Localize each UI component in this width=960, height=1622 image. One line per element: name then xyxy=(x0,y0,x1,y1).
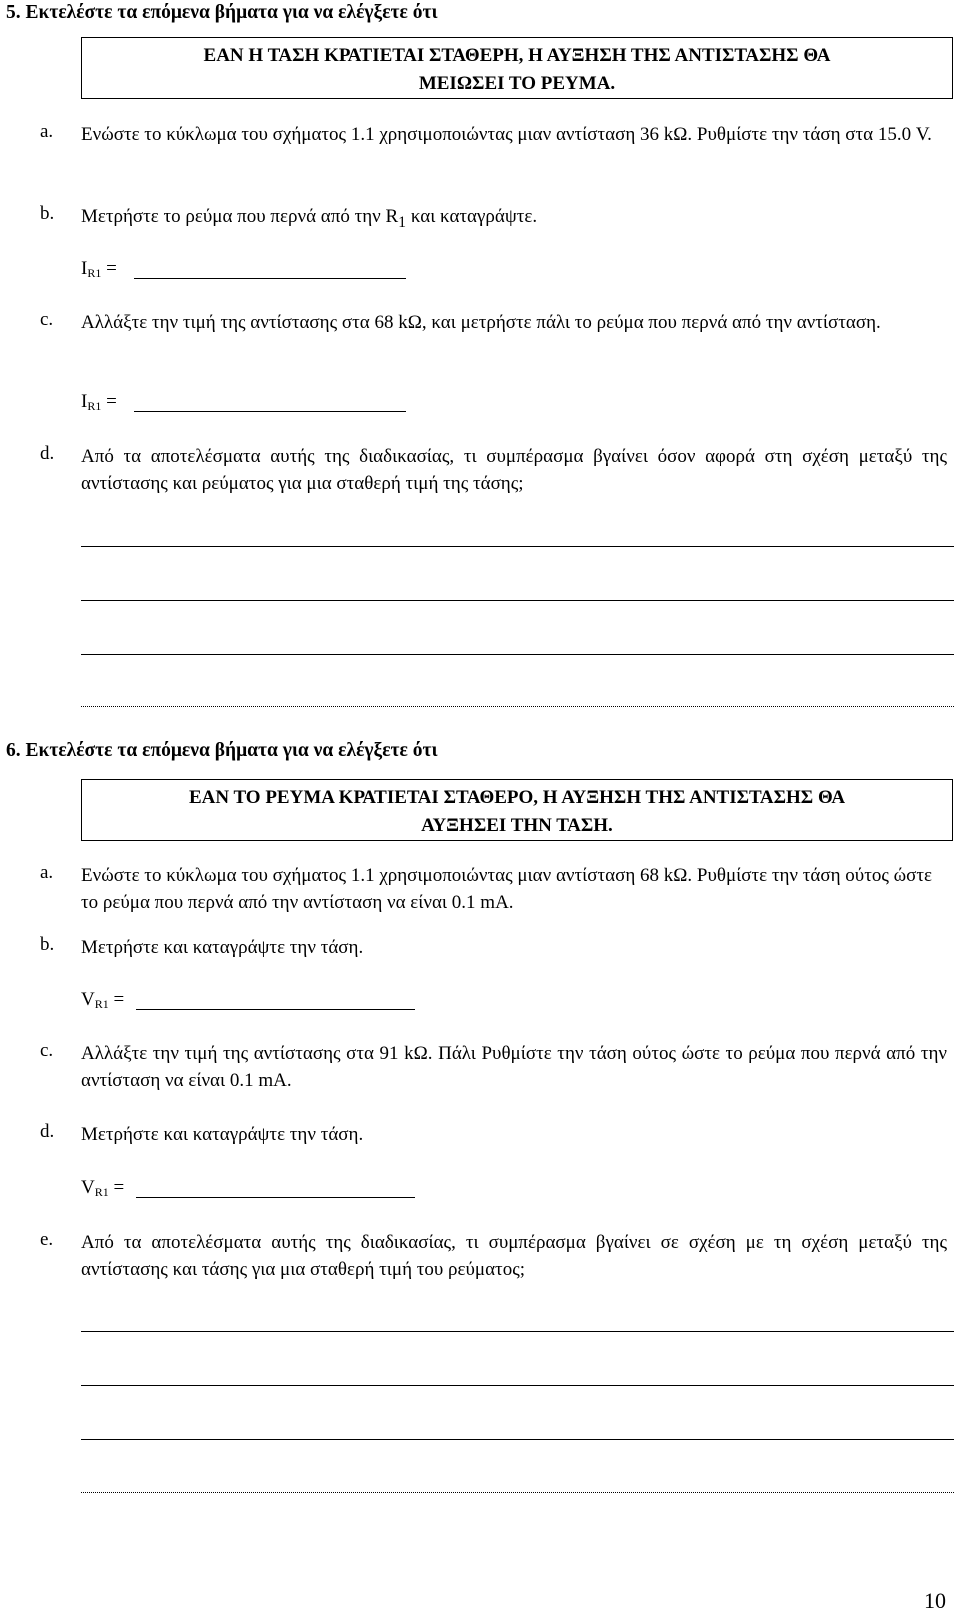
step-6d-marker: d. xyxy=(40,1121,55,1142)
step-6a-marker: a. xyxy=(40,862,54,883)
step-6b-text: Μετρήστε και καταγράψτε την τάση. xyxy=(81,937,364,958)
ir1-label-second xyxy=(81,391,117,413)
step-5b-text-main: Μετρήστε το ρεύμα που περνά από την R xyxy=(81,206,399,227)
vr1-symbol: V xyxy=(81,1177,95,1198)
ir1-answer-line-first[interactable] xyxy=(134,278,406,279)
page-number: 10 xyxy=(924,1588,946,1613)
section-5-statement-line-1: ΕΑΝ Η ΤΑΣΗ ΚΡΑΤΙΕΤΑΙ ΣΤΑΘΕΡΗ, Η ΑΥΞΗΣΗ ΤΗΣ ΑΝΤΙΣΤΑΣΗΣ ΘΑ xyxy=(203,45,831,66)
ir1-subscript: R1 xyxy=(87,399,102,413)
step-5b-marker: b. xyxy=(40,203,55,224)
ir1-label-first xyxy=(81,258,117,280)
step-5c-text: Αλλάξτε την τιμή της αντίστασης στα 68 kΩ, και μετρήστε πάλι το ρεύμα που περνά από την αντίσταση. xyxy=(81,312,881,333)
vr1-subscript: R1 xyxy=(94,1185,109,1199)
section-6-heading: 6. Εκτελέστε τα επόμενα βήματα για να ελέγξετε ότι xyxy=(6,740,438,761)
step-6c-text: Αλλάξτε την τιμή της αντίστασης στα 91 kΩ. Πάλι Ρυθμίστε την τάση ούτος ώστε το ρεύμα που περνά από την αντίσταση να είναι 0.1 mA. xyxy=(81,1043,947,1091)
step-6e-marker: e. xyxy=(40,1229,54,1250)
answer-line[interactable] xyxy=(81,600,954,601)
ir1-symbol: I xyxy=(81,258,88,279)
ir1-subscript: R1 xyxy=(87,266,102,280)
vr1-symbol: V xyxy=(81,989,95,1010)
step-5b-text xyxy=(81,203,947,230)
step-5d-marker: d. xyxy=(40,443,55,464)
section-6-statement-line-1: ΕΑΝ ΤΟ ΡΕΥΜΑ ΚΡΑΤΙΕΤΑΙ ΣΤΑΘΕΡΟ, Η ΑΥΞΗΣΗ ΤΗΣ ΑΝΤΙΣΤΑΣΗΣ ΘΑ xyxy=(188,787,846,808)
answer-line[interactable] xyxy=(81,1439,954,1440)
section-5-statement-box xyxy=(81,37,953,99)
step-5d-text: Από τα αποτελέσματα αυτής της διαδικασίας, τι συμπέρασμα βγαίνει όσον αφορά στη σχέση μεταξύ της αντίστασης και ρεύματος για μια σταθερή τιμή της τάσης; xyxy=(81,446,947,494)
answer-line[interactable] xyxy=(81,1331,954,1332)
step-5b-subscript: 1 xyxy=(398,213,407,231)
step-5a-text: Ενώστε το κύκλωμα του σχήματος 1.1 χρησιμοποιώντας μιαν αντίσταση 36 kΩ. Ρυθμίστε την τάση στα 15.0 V. xyxy=(81,124,932,145)
step-6e-text: Από τα αποτελέσματα αυτής της διαδικασίας, τι συμπέρασμα βγαίνει σε σχέση με τη σχέση μεταξύ της αντίστασης και τάσης για μια σταθερή τιμή του ρεύματος; xyxy=(81,1232,947,1280)
step-6b-marker: b. xyxy=(40,934,55,955)
step-5b-text-tail: και καταγράψτε. xyxy=(406,206,538,227)
answer-line[interactable] xyxy=(81,546,954,547)
answer-dotted-line[interactable] xyxy=(81,706,954,707)
step-5a-marker: a. xyxy=(40,121,54,142)
ir1-answer-line-second[interactable] xyxy=(134,411,406,412)
section-6-statement-line-2: ΑΥΞΗΣΕΙ ΤΗΝ ΤΑΣΗ. xyxy=(421,815,613,836)
step-6c-marker: c. xyxy=(40,1040,54,1061)
step-5c-marker: c. xyxy=(40,309,54,330)
vr1-equals: = xyxy=(108,989,125,1010)
ir1-equals: = xyxy=(101,391,117,412)
vr1-answer-line-second[interactable] xyxy=(136,1197,415,1198)
vr1-answer-line-first[interactable] xyxy=(136,1009,415,1010)
step-6d-text: Μετρήστε και καταγράψτε την τάση. xyxy=(81,1124,364,1145)
section-5-heading: 5. Εκτελέστε τα επόμενα βήματα για να ελέγξετε ότι xyxy=(6,2,438,23)
section-6-statement-box xyxy=(81,779,953,841)
step-6a-text: Ενώστε το κύκλωμα του σχήματος 1.1 χρησιμοποιώντας μιαν αντίσταση 68 kΩ. Ρυθμίστε την τάση ούτος ώστε το ρεύμα που περνά από την αντίσταση να είναι 0.1 mA. xyxy=(81,865,932,913)
ir1-symbol: I xyxy=(81,391,88,412)
vr1-label-second xyxy=(81,1177,124,1199)
answer-dotted-line[interactable] xyxy=(81,1492,954,1493)
vr1-equals: = xyxy=(108,1177,125,1198)
answer-line[interactable] xyxy=(81,1385,954,1386)
ir1-equals: = xyxy=(101,258,117,279)
vr1-label-first xyxy=(81,989,124,1011)
answer-line[interactable] xyxy=(81,654,954,655)
vr1-subscript: R1 xyxy=(94,997,109,1011)
section-5-statement-line-2: ΜΕΙΩΣΕΙ ΤΟ ΡΕΥΜΑ. xyxy=(418,73,616,94)
